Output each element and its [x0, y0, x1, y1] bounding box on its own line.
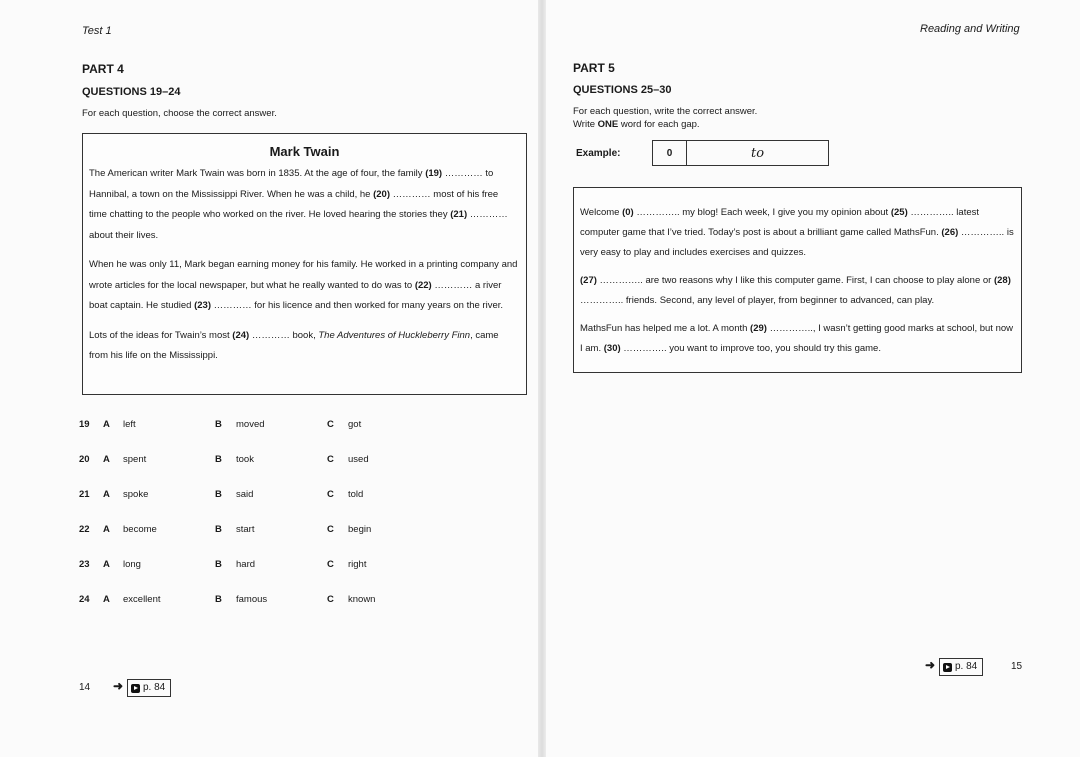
book-title: The Adventures of Huckleberry Finn	[318, 329, 471, 341]
instruction-2b: ONE	[597, 119, 619, 130]
part-heading: PART 4	[82, 62, 124, 76]
example-row	[576, 140, 829, 166]
play-icon	[131, 684, 140, 693]
page-reference-text: p. 84	[955, 661, 978, 672]
letter-c: C	[327, 594, 334, 605]
r3-text-c: ………….. you want to improve too, you should try this game.	[620, 343, 881, 354]
letter-a: A	[103, 559, 110, 570]
page-number-right: 15	[1011, 661, 1023, 672]
option-c: got	[348, 419, 362, 430]
example-label: Example:	[576, 147, 621, 159]
letter-b: B	[215, 489, 222, 500]
r1-text-a: Welcome	[580, 207, 623, 218]
question-number: 23	[79, 559, 90, 570]
letter-c: C	[327, 454, 334, 465]
option-a: spent	[123, 454, 147, 465]
r3-text-b: ………….., I wasn’t getting good marks at school, but now I am.	[580, 323, 1014, 354]
gap-30: (30)	[603, 343, 621, 354]
gap-24: (24)	[232, 329, 250, 341]
p3-text-c: , came from his life on the Mississippi.	[89, 329, 499, 361]
instruction-line-2	[573, 118, 700, 131]
letter-c: C	[327, 559, 334, 570]
page-reference-text: p. 84	[143, 682, 166, 693]
letter-a: A	[103, 419, 110, 430]
running-head-left: Test 1	[82, 25, 112, 37]
example-box	[652, 140, 829, 166]
gap-23: (23)	[194, 300, 212, 311]
r2-text-b: ………….. friends. Second, any level of player, from beginner to advanced, can play.	[580, 295, 935, 306]
p1-text-a: The American writer Mark Twain was born in 1835. At the age of four, the family	[89, 168, 426, 179]
option-a: excellent	[123, 594, 161, 605]
letter-b: B	[215, 524, 222, 535]
option-a: become	[123, 524, 157, 535]
page-reference-right[interactable]	[939, 658, 983, 676]
r2-text-a: ………….. are two reasons why I like this computer game. First, I can choose to play alone or	[596, 275, 994, 286]
option-b: took	[236, 454, 254, 465]
option-c: begin	[348, 524, 372, 535]
letter-b: B	[215, 594, 222, 605]
play-icon	[943, 663, 952, 672]
book-spine	[538, 0, 546, 757]
question-number: 19	[79, 419, 90, 430]
letter-a: A	[103, 594, 110, 605]
p3-text-b: ………… book,	[249, 329, 319, 341]
option-a: long	[123, 559, 141, 570]
letter-c: C	[327, 419, 334, 430]
gap-0: (0)	[622, 207, 634, 218]
p2-text-a: When he was only 11, Mark began earning money for his family. He worked in a printing company and wrote articles for the local newspaper, but what he really wanted to do was to	[89, 259, 518, 291]
gap-19: (19)	[425, 168, 443, 179]
gap-fill-text-box	[573, 187, 1022, 373]
blog-paragraph-2	[580, 271, 1015, 311]
paragraph-3	[89, 326, 518, 367]
questions-range: QUESTIONS 19–24	[82, 86, 181, 98]
blog-paragraph-1	[580, 203, 1015, 263]
question-number: 21	[79, 489, 90, 500]
p2-text-c: ………… for his licence and then worked for many years on the river.	[211, 300, 504, 311]
option-b: start	[236, 524, 255, 535]
p2-text-b: ………… a river boat captain. He studied	[89, 279, 502, 311]
p1-text-c: ………… most of his free time chatting to the people who worked on the river. He loved hearing the stories they	[89, 188, 499, 220]
gap-20: (20)	[373, 188, 390, 200]
letter-a: A	[103, 454, 110, 465]
question-number: 24	[79, 594, 90, 605]
option-a: left	[123, 419, 136, 430]
letter-c: C	[327, 524, 334, 535]
question-number: 20	[79, 454, 90, 465]
letter-b: B	[215, 419, 222, 430]
option-c: known	[348, 594, 376, 605]
instruction-2c: word for each gap.	[618, 119, 700, 130]
text-title: Mark Twain	[269, 144, 340, 159]
p1-text-b: ………… to Hannibal, a town on the Mississippi River. When he was a child, he	[89, 168, 494, 200]
r1-text-d: ………….. is very easy to play and includes exercises and quizzes.	[580, 227, 1014, 258]
instruction: For each question, choose the correct answer.	[82, 108, 277, 119]
gap-25: (25)	[890, 207, 908, 218]
gap-21: (21)	[450, 209, 468, 220]
gap-22: (22)	[414, 279, 432, 291]
questions-range: QUESTIONS 25–30	[573, 84, 672, 96]
r1-text-b: ………….. my blog! Each week, I give you my opinion about	[633, 207, 891, 218]
arrow-right-icon: ➜	[925, 658, 936, 672]
option-b: said	[236, 489, 254, 500]
page-number-left: 14	[79, 682, 91, 693]
instruction-2a: Write	[573, 119, 598, 130]
example-number: 0	[653, 141, 687, 165]
running-head-right: Reading and Writing	[920, 23, 1020, 35]
gap-26: (26)	[941, 227, 959, 238]
page-reference-left[interactable]	[127, 679, 171, 697]
letter-c: C	[327, 489, 334, 500]
option-a: spoke	[123, 489, 149, 500]
blog-paragraph-3	[580, 319, 1015, 359]
gap-28: (28)	[993, 275, 1011, 286]
gap-27: (27)	[580, 275, 597, 286]
option-c: used	[348, 454, 369, 465]
r1-text-c: ………….. latest computer game that I’ve tried. Today’s post is about a brilliant game called MathsFun.	[580, 207, 980, 238]
option-b: moved	[236, 419, 265, 430]
r3-text-a: MathsFun has helped me a lot. A month	[580, 323, 751, 334]
p3-text-a: Lots of the ideas for Twain’s most	[89, 329, 233, 341]
letter-a: A	[103, 524, 110, 535]
instruction-line-1: For each question, write the correct answer.	[573, 106, 758, 117]
option-b: hard	[236, 559, 256, 570]
option-c: told	[348, 489, 364, 500]
option-b: famous	[236, 594, 268, 605]
letter-a: A	[103, 489, 110, 500]
paragraph-1	[89, 164, 518, 246]
gap-29: (29)	[750, 323, 767, 334]
letter-b: B	[215, 454, 222, 465]
paragraph-2	[89, 255, 518, 317]
reading-text-box	[82, 133, 527, 395]
p1-text-d: ………… about their lives.	[89, 209, 508, 241]
option-c: right	[348, 559, 367, 570]
example-answer: to	[750, 145, 765, 161]
question-number: 22	[79, 524, 90, 535]
arrow-right-icon: ➜	[113, 679, 124, 693]
letter-b: B	[215, 559, 222, 570]
part-heading: PART 5	[573, 61, 615, 75]
